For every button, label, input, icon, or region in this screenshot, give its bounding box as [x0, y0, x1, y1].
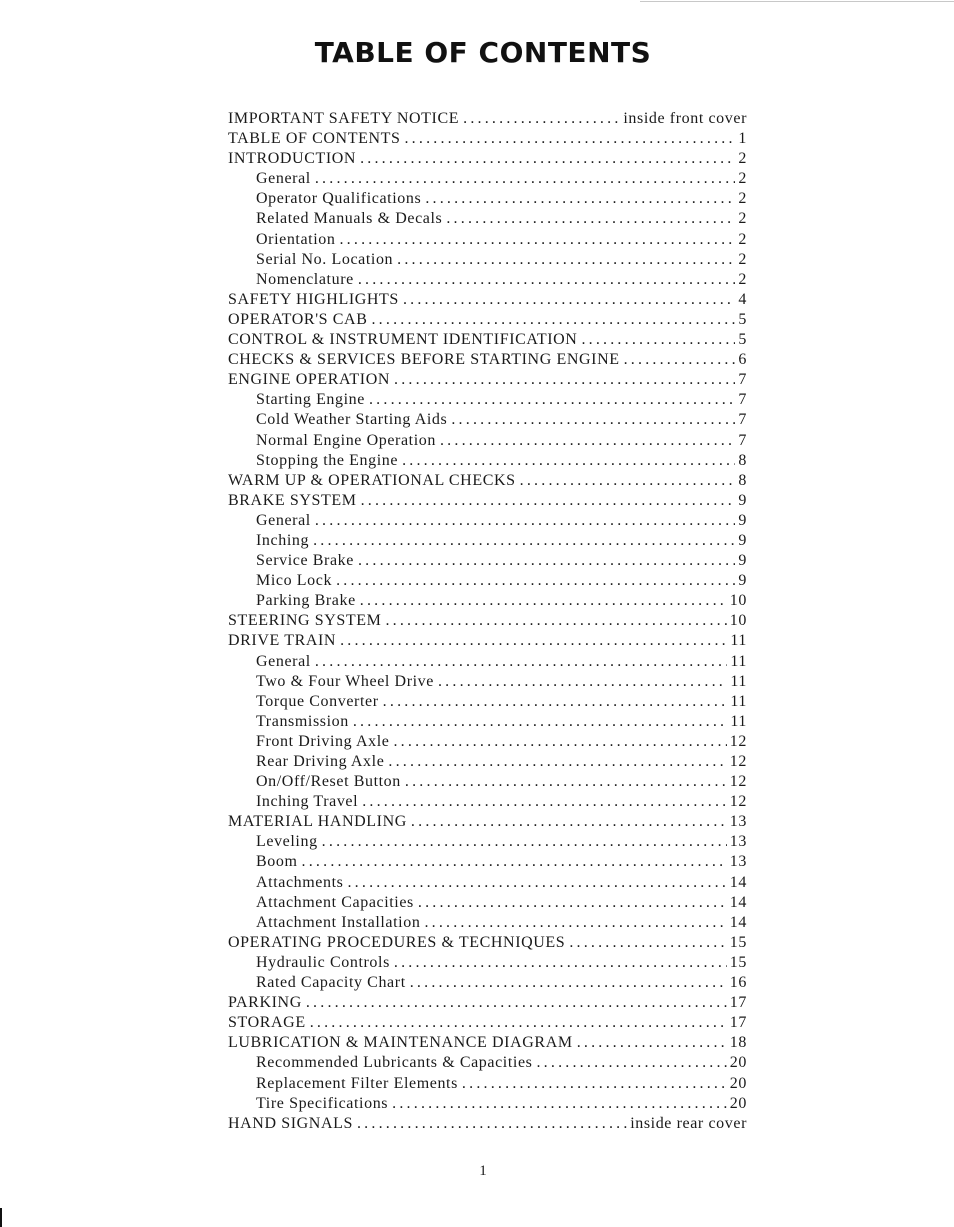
toc-dot-leader [336, 571, 735, 591]
toc-subsection-row [228, 973, 747, 993]
toc-dot-leader [358, 270, 736, 290]
toc-entry-page: 7 [738, 431, 747, 449]
toc-entry-title: Front Driving Axle [256, 732, 390, 750]
toc-entry-title: OPERATOR'S CAB [228, 310, 368, 328]
toc-entry-title: Recommended Lubricants & Capacities [256, 1054, 533, 1072]
toc-dot-leader [405, 772, 727, 792]
toc-dot-leader [462, 1074, 727, 1094]
toc-dot-leader [394, 370, 735, 390]
toc-entry-title: Cold Weather Starting Aids [256, 411, 448, 429]
toc-subsection-row [228, 672, 747, 692]
toc-dot-leader [385, 611, 726, 631]
toc-subsection-row [228, 169, 747, 189]
toc-section-row [228, 491, 747, 511]
toc-dot-leader [315, 652, 728, 672]
toc-dot-leader [403, 290, 735, 310]
toc-dot-leader [383, 692, 728, 712]
toc-entry-title: Replacement Filter Elements [256, 1074, 458, 1092]
toc-entry-title: Stopping the Engine [256, 451, 399, 469]
toc-subsection-row [228, 511, 747, 531]
toc-entry-title: STORAGE [228, 1014, 306, 1032]
toc-subsection-row [228, 1094, 747, 1114]
toc-dot-leader [347, 873, 726, 893]
toc-entry-title: WARM UP & OPERATIONAL CHECKS [228, 471, 516, 489]
toc-entry-page: 14 [729, 913, 747, 931]
toc-subsection-row [228, 1074, 747, 1094]
toc-subsection-row [228, 230, 747, 250]
toc-entry-page: 14 [729, 893, 747, 911]
toc-entry-page: 9 [738, 572, 747, 590]
toc-entry-page: 12 [729, 732, 747, 750]
toc-subsection-row [228, 531, 747, 551]
toc-dot-leader [360, 591, 727, 611]
toc-entry-title: DRIVE TRAIN [228, 632, 337, 650]
toc-entry-page: inside front cover [623, 110, 747, 127]
toc-entry-page: 11 [730, 652, 747, 670]
toc-entry-page: 12 [729, 793, 747, 811]
toc-dot-leader [446, 209, 735, 229]
toc-entry-title: MATERIAL HANDLING [228, 813, 407, 831]
toc-section-row [228, 109, 747, 129]
toc-entry-page: 10 [729, 612, 747, 630]
toc-entry-page: 7 [738, 391, 747, 409]
toc-entry-page: 13 [729, 813, 747, 831]
toc-dot-leader [388, 752, 726, 772]
toc-dot-leader [463, 109, 620, 129]
toc-entry-page: 16 [729, 974, 747, 992]
toc-entry-title: BRAKE SYSTEM [228, 491, 357, 509]
toc-subsection-row [228, 712, 747, 732]
toc-dot-leader [418, 893, 727, 913]
toc-entry-title: Transmission [256, 712, 349, 730]
toc-entry-title: Boom [256, 853, 298, 871]
toc-dot-leader [302, 852, 727, 872]
toc-entry-page: inside rear cover [630, 1114, 747, 1132]
toc-entry-title: IMPORTANT SAFETY NOTICE [228, 110, 460, 127]
toc-entry-page: 17 [729, 1014, 747, 1032]
toc-entry-page: 11 [730, 712, 747, 730]
toc-dot-leader [451, 410, 735, 430]
toc-entry-page: 2 [738, 170, 747, 188]
toc-subsection-row [228, 209, 747, 229]
toc-dot-leader [440, 431, 735, 451]
toc-entry-page: 9 [738, 511, 747, 529]
toc-entry-title: HAND SIGNALS [228, 1114, 353, 1132]
toc-entry-title: General [256, 170, 311, 188]
toc-entry-title: STEERING SYSTEM [228, 612, 382, 630]
toc-entry-title: General [256, 511, 311, 529]
toc-section-row [228, 350, 747, 370]
toc-dot-leader [404, 129, 735, 149]
toc-entry-title: Starting Engine [256, 391, 365, 409]
toc-dot-leader [577, 1033, 727, 1053]
toc-section-row [228, 631, 747, 651]
toc-subsection-row [228, 913, 747, 933]
toc-dot-leader [358, 551, 735, 571]
toc-entry-title: Hydraulic Controls [256, 953, 390, 971]
toc-entry-title: LUBRICATION & MAINTENANCE DIAGRAM [228, 1034, 573, 1052]
toc-section-row [228, 290, 747, 310]
toc-entry-page: 8 [738, 471, 747, 489]
toc-entry-page: 6 [738, 351, 747, 369]
toc-entry-page: 12 [729, 773, 747, 791]
toc-section-row [228, 1033, 747, 1053]
toc-section-row [228, 129, 747, 149]
toc-entry-title: TABLE OF CONTENTS [228, 130, 401, 148]
toc-subsection-row [228, 792, 747, 812]
toc-entry-title: CONTROL & INSTRUMENT IDENTIFICATION [228, 331, 578, 349]
toc-dot-leader [425, 189, 735, 209]
toc-dot-leader [357, 1114, 627, 1134]
toc-entry-page: 9 [738, 491, 747, 509]
toc-subsection-row [228, 752, 747, 772]
toc-subsection-row [228, 591, 747, 611]
toc-section-row [228, 370, 747, 390]
toc-entry-page: 13 [729, 853, 747, 871]
toc-dot-leader [581, 330, 735, 350]
toc-entry-page: 12 [729, 753, 747, 770]
toc-dot-leader [371, 310, 735, 330]
toc-section-row [228, 149, 747, 169]
toc-entry-title: On/Off/Reset Button [256, 773, 401, 791]
toc-dot-leader [393, 732, 726, 752]
toc-entry-title: Normal Engine Operation [256, 431, 436, 449]
toc-entry-page: 11 [730, 672, 747, 690]
toc-section-row [228, 812, 747, 832]
toc-subsection-row [228, 189, 747, 209]
toc-subsection-row [228, 732, 747, 752]
toc-entry-page: 1 [738, 130, 747, 148]
toc-subsection-row [228, 390, 747, 410]
toc-dot-leader [424, 913, 726, 933]
toc-entry-page: 15 [729, 953, 747, 971]
toc-subsection-row [228, 692, 747, 712]
toc-entry-title: Service Brake [256, 552, 354, 570]
toc-entry-title: Operator Qualifications [256, 190, 422, 208]
toc-subsection-row [228, 551, 747, 571]
toc-section-row [228, 310, 747, 330]
toc-entry-title: SAFETY HIGHLIGHTS [228, 290, 399, 308]
scan-edge-mark [0, 1208, 2, 1227]
toc-entry-title: OPERATING PROCEDURES & TECHNIQUES [228, 933, 566, 951]
toc-dot-leader [520, 471, 736, 491]
toc-subsection-row [228, 893, 747, 913]
toc-subsection-row [228, 571, 747, 591]
toc-dot-leader [394, 953, 727, 973]
toc-dot-leader [362, 792, 727, 812]
toc-section-row [228, 611, 747, 631]
toc-dot-leader [624, 350, 736, 370]
toc-entry-page: 20 [729, 1054, 747, 1072]
toc-entry-page: 5 [738, 310, 747, 328]
toc-entry-title: Inching [256, 531, 310, 549]
toc-entry-page: 2 [738, 230, 747, 248]
toc-dot-leader [397, 250, 735, 270]
toc-entry-title: Attachments [256, 873, 344, 891]
toc-entry-title: PARKING [228, 994, 302, 1012]
toc-entry-page: 11 [730, 692, 747, 710]
toc-list [228, 109, 747, 1134]
toc-entry-title: Nomenclature [256, 270, 354, 288]
toc-entry-title: Leveling [256, 833, 318, 851]
toc-entry-title: Torque Converter [256, 692, 379, 710]
toc-entry-title: INTRODUCTION [228, 150, 357, 168]
toc-dot-leader [306, 993, 727, 1013]
toc-dot-leader [411, 812, 727, 832]
toc-entry-page: 2 [738, 270, 747, 288]
toc-entry-title: ENGINE OPERATION [228, 371, 391, 389]
toc-dot-leader [353, 712, 728, 732]
toc-entry-page: 13 [729, 833, 747, 851]
toc-entry-page: 15 [729, 933, 747, 951]
toc-subsection-row [228, 652, 747, 672]
toc-subsection-row [228, 270, 747, 290]
toc-dot-leader [310, 1013, 727, 1033]
toc-entry-page: 11 [730, 632, 747, 650]
toc-entry-title: Serial No. Location [256, 250, 394, 268]
toc-entry-title: CHECKS & SERVICES BEFORE STARTING ENGINE [228, 351, 620, 369]
toc-dot-leader [402, 451, 735, 471]
toc-entry-page: 8 [738, 451, 747, 469]
toc-dot-leader [369, 390, 735, 410]
toc-entry-title: Inching Travel [256, 793, 359, 811]
toc-entry-page: 7 [738, 411, 747, 429]
toc-entry-title: Rear Driving Axle [256, 753, 385, 770]
toc-dot-leader [438, 672, 727, 692]
toc-dot-leader [361, 491, 736, 511]
toc-dot-leader [313, 531, 735, 551]
toc-entry-title: Two & Four Wheel Drive [256, 672, 434, 690]
toc-subsection-row [228, 953, 747, 973]
toc-subsection-row [228, 1053, 747, 1073]
toc-dot-leader [410, 973, 727, 993]
toc-dot-leader [315, 511, 736, 531]
toc-subsection-row [228, 250, 747, 270]
toc-entry-page: 14 [729, 873, 747, 891]
toc-dot-leader [322, 832, 727, 852]
toc-section-row [228, 933, 747, 953]
toc-entry-title: Related Manuals & Decals [256, 210, 443, 228]
toc-entry-title: Parking Brake [256, 592, 356, 610]
toc-subsection-row [228, 832, 747, 852]
toc-entry-title: General [256, 652, 311, 670]
toc-dot-leader [339, 230, 735, 250]
top-edge-rule [640, 1, 954, 2]
toc-entry-page: 9 [738, 531, 747, 549]
toc-entry-page: 9 [738, 552, 747, 570]
toc-subsection-row [228, 772, 747, 792]
toc-entry-title: Orientation [256, 230, 336, 248]
toc-entry-title: Attachment Installation [256, 913, 421, 931]
toc-subsection-row [228, 431, 747, 451]
toc-entry-title: Tire Specifications [256, 1094, 389, 1112]
toc-entry-page: 17 [729, 994, 747, 1012]
toc-subsection-row [228, 873, 747, 893]
toc-entry-title: Rated Capacity Chart [256, 974, 406, 992]
toc-subsection-row [228, 451, 747, 471]
toc-entry-page: 2 [738, 190, 747, 208]
toc-entry-page: 2 [738, 210, 747, 228]
toc-entry-page: 2 [738, 250, 747, 268]
toc-subsection-row [228, 852, 747, 872]
toc-section-row [228, 993, 747, 1013]
toc-entry-page: 7 [738, 371, 747, 389]
toc-dot-leader [360, 149, 735, 169]
toc-dot-leader [536, 1053, 726, 1073]
toc-entry-page: 2 [738, 150, 747, 168]
toc-section-row [228, 330, 747, 350]
page-title: TABLE OF CONTENTS [314, 36, 652, 69]
toc-entry-title: Mico Lock [256, 572, 333, 590]
toc-dot-leader [569, 933, 726, 953]
toc-dot-leader [315, 169, 736, 189]
toc-entry-page: 20 [729, 1094, 747, 1112]
toc-section-row [228, 1013, 747, 1033]
toc-section-row [228, 1114, 747, 1134]
toc-entry-page: 4 [738, 290, 747, 308]
toc-section-row [228, 471, 747, 491]
toc-dot-leader [392, 1094, 727, 1114]
toc-entry-page: 20 [729, 1074, 747, 1092]
page-number: 1 [479, 1163, 487, 1179]
toc-entry-page: 18 [729, 1034, 747, 1052]
toc-dot-leader [340, 631, 727, 651]
toc-entry-page: 10 [729, 592, 747, 610]
toc-entry-title: Attachment Capacities [256, 893, 414, 911]
toc-entry-page: 5 [738, 331, 747, 349]
toc-subsection-row [228, 410, 747, 430]
